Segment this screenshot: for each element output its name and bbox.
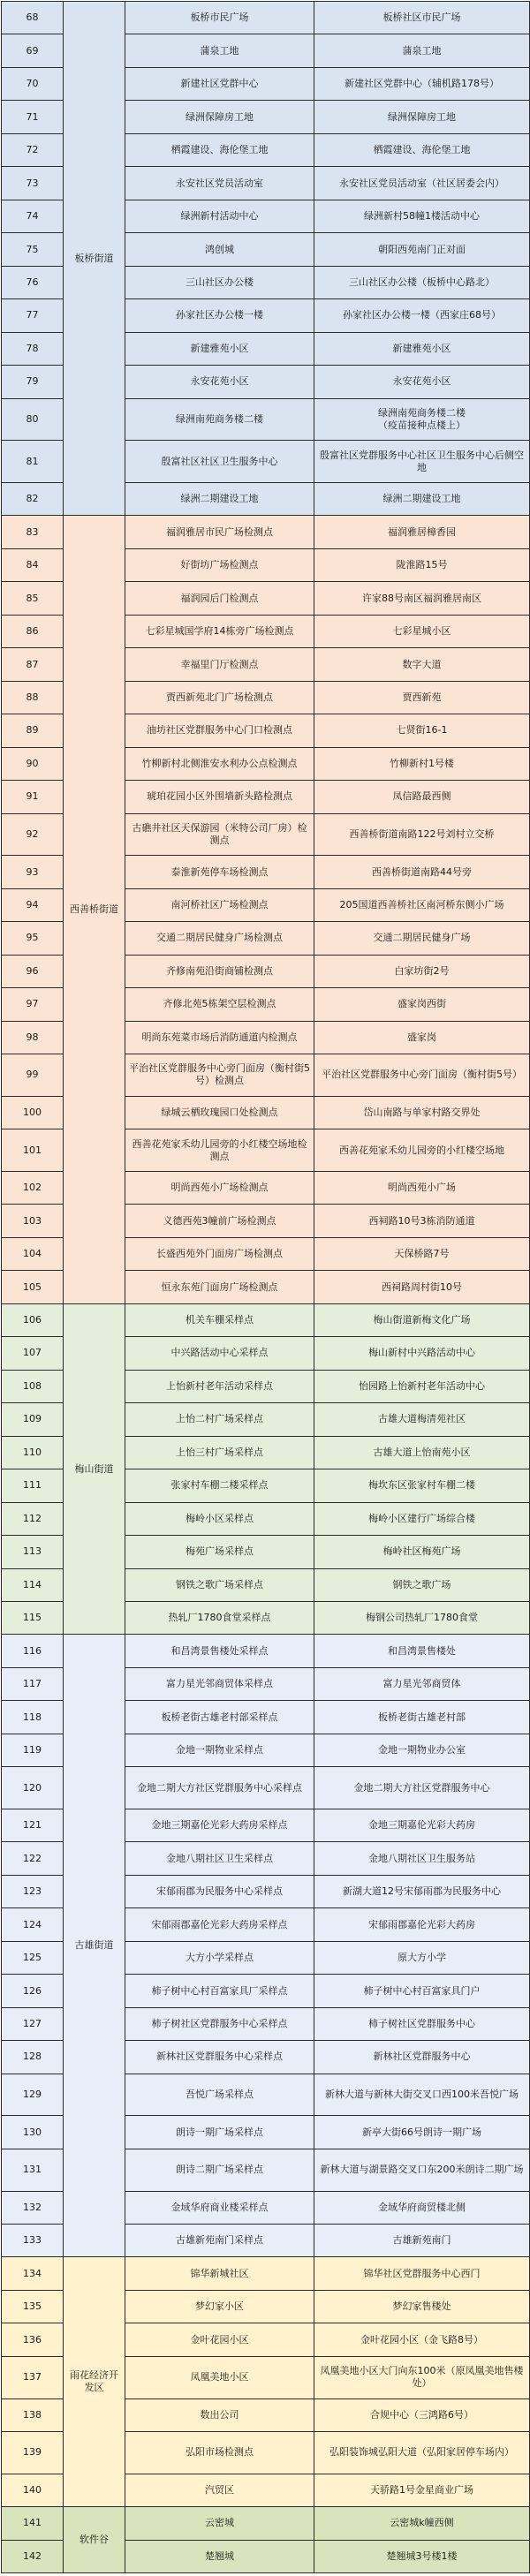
row-number: 122 bbox=[2, 1842, 64, 1875]
site-address: 和昌湾景售楼处 bbox=[314, 1635, 530, 1667]
street-name: 软件谷 bbox=[64, 2507, 125, 2573]
site-name: 金叶花园小区 bbox=[125, 2323, 314, 2356]
site-name: 永安花苑小区 bbox=[125, 366, 314, 398]
row-number: 68 bbox=[2, 2, 64, 34]
site-address: 板桥老街古雄老村部 bbox=[314, 1701, 530, 1734]
row-number: 140 bbox=[2, 2474, 64, 2506]
row-number: 135 bbox=[2, 2290, 64, 2323]
site-name: 福润园后门检测点 bbox=[125, 582, 314, 615]
site-address: 栖霞建设、海伦堡工地 bbox=[314, 133, 530, 166]
site-name: 新林社区党群服务中心采样点 bbox=[125, 2041, 314, 2074]
site-name: 栖霞建设、海伦堡工地 bbox=[125, 133, 314, 166]
row-number: 80 bbox=[2, 398, 64, 441]
site-address: 楚翘城3号楼1楼 bbox=[314, 2540, 530, 2572]
row-number: 92 bbox=[2, 813, 64, 856]
row-number: 82 bbox=[2, 482, 64, 515]
site-address: 凤信路最西侧 bbox=[314, 781, 530, 813]
row-number: 118 bbox=[2, 1701, 64, 1734]
site-address: 金地三期嘉伦光彩大药房 bbox=[314, 1809, 530, 1841]
row-number: 129 bbox=[2, 2074, 64, 2116]
row-number: 99 bbox=[2, 1054, 64, 1097]
site-name: 宋郁雨郡嘉伦光彩大药房采样点 bbox=[125, 1908, 314, 1941]
site-address: 西善桥街道南路122号刘村立交桥 bbox=[314, 813, 530, 856]
table-row bbox=[2, 2507, 530, 2540]
row-number: 116 bbox=[2, 1635, 64, 1667]
site-address: 盛家岗西街 bbox=[314, 988, 530, 1021]
site-name: 板桥市民广场 bbox=[125, 2, 314, 34]
site-name: 金地八期社区卫生采样点 bbox=[125, 1842, 314, 1875]
row-number: 73 bbox=[2, 167, 64, 200]
site-address: 板桥社区市民广场 bbox=[314, 2, 530, 34]
table-row bbox=[2, 1635, 530, 1667]
site-name: 永安社区党员活动室 bbox=[125, 167, 314, 200]
row-number: 94 bbox=[2, 888, 64, 921]
row-number: 96 bbox=[2, 955, 64, 987]
site-address: 怡园路上怡新村老年活动中心 bbox=[314, 1370, 530, 1402]
row-number: 100 bbox=[2, 1096, 64, 1129]
site-address: 天保桥路7号 bbox=[314, 1237, 530, 1270]
site-name: 中兴路活动中心采样点 bbox=[125, 1337, 314, 1370]
site-address: 七彩星城小区 bbox=[314, 615, 530, 647]
row-number: 104 bbox=[2, 1237, 64, 1270]
site-name: 吾悦广场采样点 bbox=[125, 2074, 314, 2116]
test-site-table bbox=[1, 1, 530, 2573]
site-address: 平治社区党群服务中心旁门面房（衡村街5号） bbox=[314, 1054, 530, 1097]
site-address: 金地八期社区卫生服务站 bbox=[314, 1842, 530, 1875]
site-name: 绿洲新村活动中心 bbox=[125, 200, 314, 232]
site-address: 西祠路10号3栋消防通道 bbox=[314, 1205, 530, 1237]
site-address: 新林社区党群服务中心 bbox=[314, 2041, 530, 2074]
site-address: 古雄大道上怡南苑小区 bbox=[314, 1436, 530, 1469]
site-address: 孙家社区办公楼一楼（西家庄68号） bbox=[314, 299, 530, 332]
row-number: 113 bbox=[2, 1536, 64, 1568]
site-address: 殷富社区党群服务中心社区卫生服务中心后侧空地 bbox=[314, 441, 530, 483]
site-name: 楚翘城 bbox=[125, 2540, 314, 2572]
site-address: 朝阳西苑南门正对面 bbox=[314, 233, 530, 266]
site-name: 好街坊广场检测点 bbox=[125, 548, 314, 581]
site-name: 柿子树社区党群服务中心采样点 bbox=[125, 2007, 314, 2040]
row-number: 128 bbox=[2, 2041, 64, 2074]
site-name: 弘阳市场检测点 bbox=[125, 2431, 314, 2474]
row-number: 102 bbox=[2, 1171, 64, 1204]
site-name: 朗诗一期广场采样点 bbox=[125, 2116, 314, 2149]
site-name: 绿洲保障房工地 bbox=[125, 101, 314, 133]
row-number: 142 bbox=[2, 2540, 64, 2572]
row-number: 138 bbox=[2, 2398, 64, 2431]
site-name: 古雄新苑南门采样点 bbox=[125, 2224, 314, 2256]
row-number: 134 bbox=[2, 2257, 64, 2290]
site-name: 福润雅居市民广场检测点 bbox=[125, 516, 314, 548]
row-number: 126 bbox=[2, 1975, 64, 2007]
site-address: 西善花苑家禾幼儿园旁的小红楼空场地 bbox=[314, 1129, 530, 1172]
site-address: 数字大道 bbox=[314, 648, 530, 681]
site-name: 金地三期嘉伦光彩大药房采样点 bbox=[125, 1809, 314, 1841]
row-number: 108 bbox=[2, 1370, 64, 1402]
street-name: 古雄街道 bbox=[64, 1635, 125, 2257]
site-name: 绿洲二期建设工地 bbox=[125, 482, 314, 515]
site-name: 平治社区党群服务中心旁门面房（衡村街5号）检测点 bbox=[125, 1054, 314, 1097]
site-name: 金地二期大方社区党群服务中心采样点 bbox=[125, 1767, 314, 1809]
row-number: 78 bbox=[2, 332, 64, 365]
site-address: 绿洲保障房工地 bbox=[314, 101, 530, 133]
site-address: 梅坎东区张家村车棚二楼 bbox=[314, 1469, 530, 1502]
site-name: 数出公司 bbox=[125, 2398, 314, 2431]
site-address: 金域华府商贸楼北侧 bbox=[314, 2191, 530, 2224]
street-name: 梅山街道 bbox=[64, 1303, 125, 1635]
site-address: 梅岭小区建行广场综合楼 bbox=[314, 1502, 530, 1535]
row-number: 130 bbox=[2, 2116, 64, 2149]
row-number: 70 bbox=[2, 67, 64, 100]
site-name: 云密城 bbox=[125, 2507, 314, 2540]
row-number: 141 bbox=[2, 2507, 64, 2540]
site-address: 柿子树社区党群服务中心 bbox=[314, 2007, 530, 2040]
site-name: 和昌湾景售楼处采样点 bbox=[125, 1635, 314, 1667]
site-address: 永安社区党员活动室（社区居委会内） bbox=[314, 167, 530, 200]
row-number: 91 bbox=[2, 781, 64, 813]
row-number: 112 bbox=[2, 1502, 64, 1535]
site-name: 富力星光邻商贸体采样点 bbox=[125, 1667, 314, 1700]
site-name: 宋郁雨郡为民服务中心采样点 bbox=[125, 1875, 314, 1907]
site-address: 交通二期居民健身广场 bbox=[314, 922, 530, 955]
row-number: 121 bbox=[2, 1809, 64, 1841]
site-address: 白家坊街2号 bbox=[314, 955, 530, 987]
site-name: 南河桥社区广场检测点 bbox=[125, 888, 314, 921]
site-address: 新建雅苑小区 bbox=[314, 332, 530, 365]
site-name: 钢铁之歌广场采样点 bbox=[125, 1568, 314, 1601]
site-address: 新建社区党群中心（辅机路178号） bbox=[314, 67, 530, 100]
site-name: 柿子树中心村百富家具厂采样点 bbox=[125, 1975, 314, 2007]
site-name: 明尚东苑菜市场后消防通道内检测点 bbox=[125, 1021, 314, 1054]
site-address: 盛家岗 bbox=[314, 1021, 530, 1054]
site-name: 朗诗二期广场采样点 bbox=[125, 2149, 314, 2191]
row-number: 111 bbox=[2, 1469, 64, 1502]
row-number: 131 bbox=[2, 2149, 64, 2191]
site-name: 恒永东苑门面房广场检测点 bbox=[125, 1271, 314, 1303]
row-number: 125 bbox=[2, 1941, 64, 1974]
site-name: 张家村车棚二楼采样点 bbox=[125, 1469, 314, 1502]
site-name: 齐修北苑5栋架空层检测点 bbox=[125, 988, 314, 1021]
site-name: 新建雅苑小区 bbox=[125, 332, 314, 365]
site-name: 竹柳新村北侧淮安水利办公点检测点 bbox=[125, 747, 314, 780]
row-number: 103 bbox=[2, 1205, 64, 1237]
row-number: 89 bbox=[2, 714, 64, 747]
site-name: 梅岭小区采样点 bbox=[125, 1502, 314, 1535]
row-number: 81 bbox=[2, 441, 64, 483]
site-name: 幸福里门厅检测点 bbox=[125, 648, 314, 681]
site-name: 机关车棚采样点 bbox=[125, 1303, 314, 1336]
site-name: 绿城云栖玫瑰园口处检测点 bbox=[125, 1096, 314, 1129]
site-address: 梅山街道新梅文化广场 bbox=[314, 1303, 530, 1336]
site-name: 上怡新村老年活动采样点 bbox=[125, 1370, 314, 1402]
row-number: 83 bbox=[2, 516, 64, 548]
site-address: 七贤街16-1 bbox=[314, 714, 530, 747]
row-number: 132 bbox=[2, 2191, 64, 2224]
site-address: 合规中心（三鸿路6号） bbox=[314, 2398, 530, 2431]
site-address: 西祠路周村街10号 bbox=[314, 1271, 530, 1303]
row-number: 87 bbox=[2, 648, 64, 681]
site-address: 永安花苑小区 bbox=[314, 366, 530, 398]
site-address: 陇淮路15号 bbox=[314, 548, 530, 581]
site-name: 鸿创城 bbox=[125, 233, 314, 266]
row-number: 71 bbox=[2, 101, 64, 133]
site-name: 义德西苑3幢前广场检测点 bbox=[125, 1205, 314, 1237]
site-address: 弘阳装饰城弘阳大道（弘阳家居停车场内） bbox=[314, 2431, 530, 2474]
row-number: 90 bbox=[2, 747, 64, 780]
site-name: 板桥老街古雄老村部采样点 bbox=[125, 1701, 314, 1734]
site-name: 西善花苑家禾幼儿园旁的小红楼空场地检测点 bbox=[125, 1129, 314, 1172]
site-name: 绿洲南苑商务楼二楼 bbox=[125, 398, 314, 441]
site-name: 金地一期物业采样点 bbox=[125, 1734, 314, 1766]
row-number: 123 bbox=[2, 1875, 64, 1907]
row-number: 75 bbox=[2, 233, 64, 266]
site-address: 金地二期大方社区党群服务中心 bbox=[314, 1767, 530, 1809]
row-number: 119 bbox=[2, 1734, 64, 1766]
site-name: 热轧厂1780食堂采样点 bbox=[125, 1601, 314, 1634]
site-address: 贾西新苑 bbox=[314, 681, 530, 714]
site-name: 梦幻家小区 bbox=[125, 2290, 314, 2323]
site-address: 205国道西善桥社区南河桥东侧小广场 bbox=[314, 888, 530, 921]
site-name: 明尚西苑小广场检测点 bbox=[125, 1171, 314, 1204]
row-number: 124 bbox=[2, 1908, 64, 1941]
site-address: 新林大道与湖景路交叉口东200米朗诗二期广场 bbox=[314, 2149, 530, 2191]
site-address: 梦幻家售楼处 bbox=[314, 2290, 530, 2323]
row-number: 69 bbox=[2, 34, 64, 67]
table-row bbox=[2, 2257, 530, 2290]
site-address: 古雄大道梅清苑社区 bbox=[314, 1403, 530, 1436]
site-address: 新林大道与新林大街交叉口西100米吾悦广场 bbox=[314, 2074, 530, 2116]
site-name: 殷富社区社区卫生服务中心 bbox=[125, 441, 314, 483]
row-number: 139 bbox=[2, 2431, 64, 2474]
site-address: 绿洲南苑商务楼二楼 （疫苗接种点楼上） bbox=[314, 398, 530, 441]
site-name: 三山社区办公楼 bbox=[125, 266, 314, 298]
site-address: 新湖大道12号宋郁雨郡为民服务中心 bbox=[314, 1875, 530, 1907]
row-number: 137 bbox=[2, 2356, 64, 2398]
street-name: 板桥街道 bbox=[64, 2, 125, 516]
site-address: 天骄路1号金星商业广场 bbox=[314, 2474, 530, 2506]
site-address: 锦华社区党群服务中心西门 bbox=[314, 2257, 530, 2290]
row-number: 117 bbox=[2, 1667, 64, 1700]
table-row bbox=[2, 516, 530, 548]
row-number: 84 bbox=[2, 548, 64, 581]
site-address: 凤凰美地小区大门向东100米（原凤凰美地售楼处） bbox=[314, 2356, 530, 2398]
site-name: 蒲泉工地 bbox=[125, 34, 314, 67]
street-name: 西善桥街道 bbox=[64, 516, 125, 1303]
row-number: 109 bbox=[2, 1403, 64, 1436]
site-name: 孙家社区办公楼一楼 bbox=[125, 299, 314, 332]
row-number: 77 bbox=[2, 299, 64, 332]
site-address: 宋郁雨郡嘉伦光彩大药房 bbox=[314, 1908, 530, 1941]
row-number: 105 bbox=[2, 1271, 64, 1303]
site-address: 云密城k幢西侧 bbox=[314, 2507, 530, 2540]
row-number: 127 bbox=[2, 2007, 64, 2040]
row-number: 72 bbox=[2, 133, 64, 166]
site-name: 凤凰美地小区 bbox=[125, 2356, 314, 2398]
site-address: 三山社区办公楼（板桥中心路北） bbox=[314, 266, 530, 298]
row-number: 74 bbox=[2, 200, 64, 232]
row-number: 76 bbox=[2, 266, 64, 298]
site-address: 明尚西苑小广场 bbox=[314, 1171, 530, 1204]
row-number: 107 bbox=[2, 1337, 64, 1370]
site-name: 梅苑广场采样点 bbox=[125, 1536, 314, 1568]
site-name: 汽贸区 bbox=[125, 2474, 314, 2506]
site-address: 岱山南路与单家村路交界处 bbox=[314, 1096, 530, 1129]
table-row bbox=[2, 1303, 530, 1336]
site-name: 上怡二村广场采样点 bbox=[125, 1403, 314, 1436]
site-name: 七彩星城国学府14栋旁广场检测点 bbox=[125, 615, 314, 647]
row-number: 106 bbox=[2, 1303, 64, 1336]
row-number: 93 bbox=[2, 856, 64, 888]
site-name: 贾西新苑北门广场检测点 bbox=[125, 681, 314, 714]
site-address: 古雄新苑南门 bbox=[314, 2224, 530, 2256]
row-number: 120 bbox=[2, 1767, 64, 1809]
row-number: 101 bbox=[2, 1129, 64, 1172]
site-address: 柿子树中心村百富家具门户 bbox=[314, 1975, 530, 2007]
row-number: 85 bbox=[2, 582, 64, 615]
site-address: 西善桥街道南路44号旁 bbox=[314, 856, 530, 888]
row-number: 98 bbox=[2, 1021, 64, 1054]
site-address: 绿洲二期建设工地 bbox=[314, 482, 530, 515]
site-address: 许家88号南区福润雅居南区 bbox=[314, 582, 530, 615]
site-name: 泰淮新苑停车场检测点 bbox=[125, 856, 314, 888]
site-name: 交通二期居民健身广场检测点 bbox=[125, 922, 314, 955]
site-address: 绿洲新村58幢1楼活动中心 bbox=[314, 200, 530, 232]
street-name: 雨花经济开发区 bbox=[64, 2257, 125, 2507]
site-address: 原大方小学 bbox=[314, 1941, 530, 1974]
row-number: 110 bbox=[2, 1436, 64, 1469]
site-address: 福润雅居樟香园 bbox=[314, 516, 530, 548]
site-address: 新亭大街66号朗诗一期广场 bbox=[314, 2116, 530, 2149]
site-address: 富力星光邻商贸体 bbox=[314, 1667, 530, 1700]
site-name: 锦华新城社区 bbox=[125, 2257, 314, 2290]
site-name: 金域华府商业楼采样点 bbox=[125, 2191, 314, 2224]
row-number: 114 bbox=[2, 1568, 64, 1601]
row-number: 86 bbox=[2, 615, 64, 647]
site-address: 钢铁之歌广场 bbox=[314, 1568, 530, 1601]
row-number: 95 bbox=[2, 922, 64, 955]
row-number: 97 bbox=[2, 988, 64, 1021]
row-number: 88 bbox=[2, 681, 64, 714]
row-number: 115 bbox=[2, 1601, 64, 1634]
site-name: 长盛西苑外门面房广场检测点 bbox=[125, 1237, 314, 1270]
row-number: 79 bbox=[2, 366, 64, 398]
site-address: 金叶花园小区（金飞路8号） bbox=[314, 2323, 530, 2356]
table-row bbox=[2, 2, 530, 34]
row-number: 136 bbox=[2, 2323, 64, 2356]
site-name: 新建社区党群中心 bbox=[125, 67, 314, 100]
site-address: 梅钢公司热轧厂1780食堂 bbox=[314, 1601, 530, 1634]
site-name: 上怡三村广场采样点 bbox=[125, 1436, 314, 1469]
row-number: 133 bbox=[2, 2224, 64, 2256]
site-name: 大方小学采样点 bbox=[125, 1941, 314, 1974]
site-name: 古礁井社区天保游园（米特公司厂房）检测点 bbox=[125, 813, 314, 856]
site-name: 琥珀花园小区外围墙新头路检测点 bbox=[125, 781, 314, 813]
site-address: 梅岭社区梅苑广场 bbox=[314, 1536, 530, 1568]
table-body bbox=[2, 2, 530, 2573]
site-address: 竹柳新村1号楼 bbox=[314, 747, 530, 780]
site-address: 蒲泉工地 bbox=[314, 34, 530, 67]
site-address: 金地一期物业办公室 bbox=[314, 1734, 530, 1766]
site-name: 齐修南苑沿街商铺检测点 bbox=[125, 955, 314, 987]
site-name: 油坊社区党群服务中心门口检测点 bbox=[125, 714, 314, 747]
site-address: 梅山新村中兴路活动中心 bbox=[314, 1337, 530, 1370]
